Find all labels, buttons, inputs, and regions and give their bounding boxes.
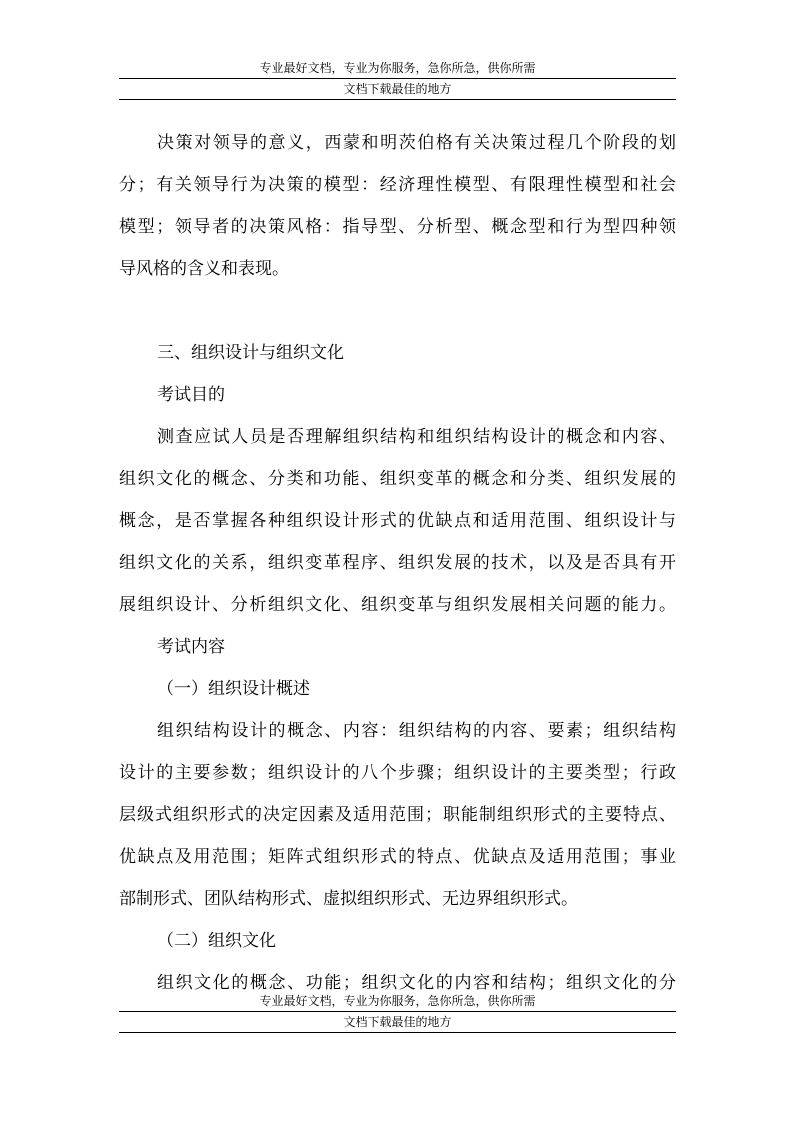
paragraph-line: 部制形式、团队结构形式、虚拟组织形式、无边界组织形式。 — [119, 889, 578, 909]
subsection-heading: （二）组织文化 — [157, 931, 276, 951]
paragraph-line: 概念，是否掌握各种组织设计形式的优缺点和适用范围、组织设计与 — [119, 511, 676, 531]
page-header — [119, 58, 676, 100]
paragraph-line: 组织结构设计的概念、内容：组织结构的内容、要素；组织结构 — [157, 721, 676, 741]
paragraph-line: 展组织设计、分析组织文化、组织变革与组织发展相关问题的能力。 — [119, 595, 676, 615]
header-tagline: 专业最好文档，专业为你服务，急你所急，供你所需 — [119, 58, 676, 79]
paragraph-line: 组织文化的概念、功能；组织文化的内容和结构；组织文化的分 — [157, 973, 676, 993]
footer-subtitle: 文档下载最佳的地方 — [119, 1012, 676, 1033]
paragraph-line: 设计的主要参数；组织设计的八个步骤；组织设计的主要类型；行政 — [119, 763, 676, 783]
paragraph-line: 测查应试人员是否理解组织结构和组织结构设计的概念和内容、 — [157, 427, 676, 447]
paragraph-line: 模型；领导者的决策风格：指导型、分析型、概念型和行为型四种领 — [119, 217, 676, 237]
subheading-exam-goal: 考试目的 — [157, 385, 225, 405]
paragraph-line: 层级式组织形式的决定因素及适用范围；职能制组织形式的主要特点、 — [119, 805, 676, 825]
paragraph-line: 决策对领导的意义，西蒙和明茨伯格有关决策过程几个阶段的划 — [157, 133, 676, 153]
paragraph-line: 组织文化的概念、分类和功能、组织变革的概念和分类、组织发展的 — [119, 469, 676, 489]
footer-tagline: 专业最好文档，专业为你服务，急你所急，供你所需 — [119, 991, 676, 1012]
paragraph-line: 导风格的含义和表现。 — [119, 259, 289, 279]
subheading-exam-content: 考试内容 — [157, 637, 225, 657]
paragraph-line: 组织文化的关系，组织变革程序、组织发展的技术，以及是否具有开 — [119, 553, 676, 573]
paragraph-line: 分；有关领导行为决策的模型：经济理性模型、有限理性模型和社会 — [119, 175, 676, 195]
section-heading: 三、组织设计与组织文化 — [157, 343, 344, 363]
header-subtitle: 文档下载最佳的地方 — [119, 79, 676, 100]
paragraph-line: 优缺点及用范围；矩阵式组织形式的特点、优缺点及适用范围；事业 — [119, 847, 676, 867]
subsection-heading: （一）组织设计概述 — [157, 679, 310, 699]
page-footer — [119, 991, 676, 1033]
